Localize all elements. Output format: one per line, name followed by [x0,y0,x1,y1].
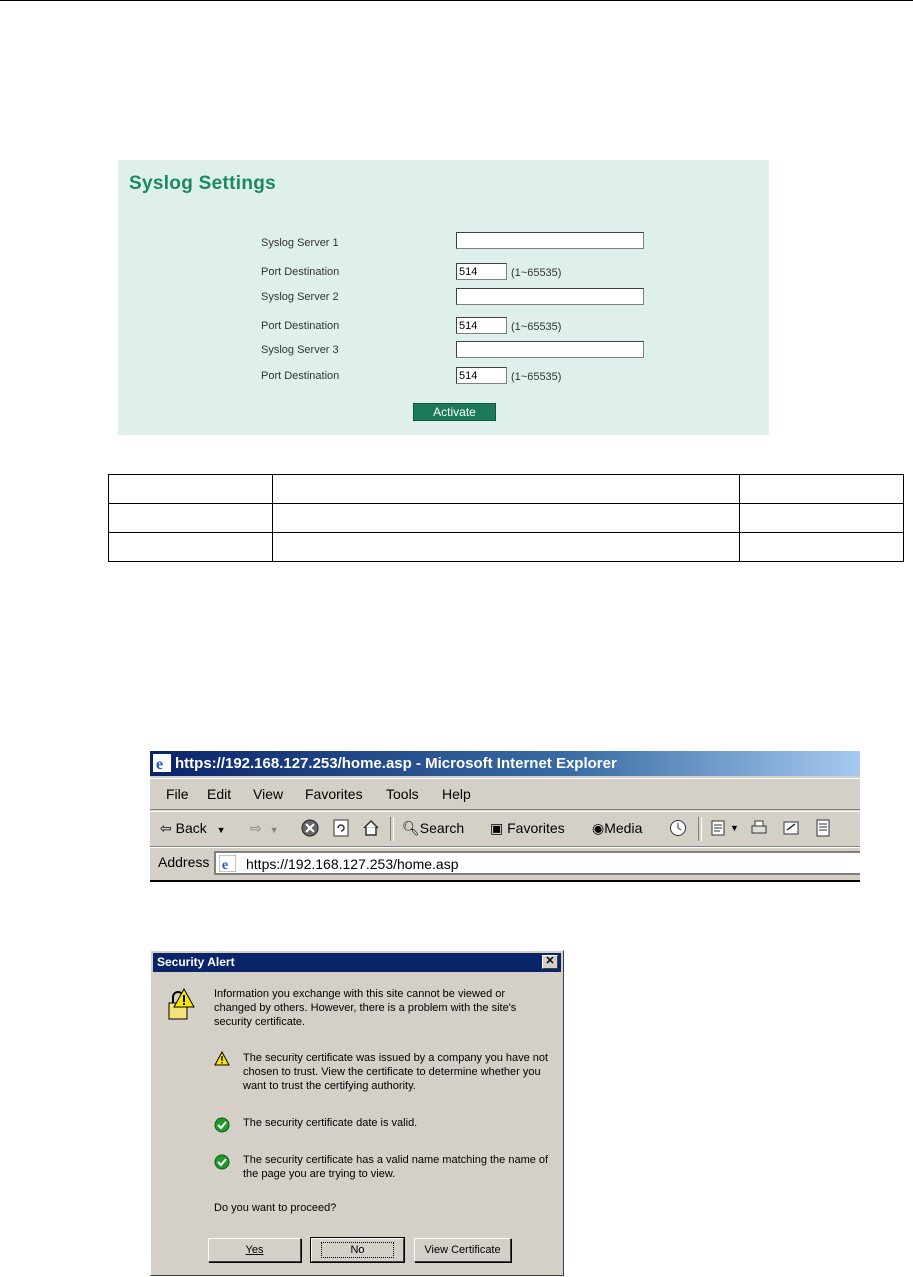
dialog-title-bar [153,953,561,972]
svg-text:e: e [156,756,164,772]
syslog-server-1-label: Syslog Server 1 [261,237,339,249]
proceed-question: Do you want to proceed? [214,1202,337,1214]
address-url: https://192.168.127.253/home.asp [246,856,459,872]
mail-dropdown-icon[interactable]: ▼ [730,823,739,833]
forward-dropdown-icon: ▼ [269,825,279,835]
table-cell [740,475,904,504]
back-arrow-icon: ⇦ [160,820,172,836]
yes-button[interactable] [208,1238,301,1262]
port-destination-3-label: Port Destination [261,370,340,382]
browser-title: https://192.168.127.253/home.asp - Microsoft Internet Explorer [175,755,617,772]
no-button[interactable] [311,1238,404,1262]
history-icon[interactable] [669,819,687,837]
mail-icon[interactable] [710,819,728,837]
toolbar-separator [390,817,394,841]
view-certificate-label: View Certificate [424,1244,501,1256]
table-cell [109,533,273,562]
media-icon: ◉ [592,820,605,836]
discuss-icon[interactable] [814,819,832,837]
table-cell [273,504,740,533]
table-row [109,475,904,504]
menu-edit[interactable]: Edit [207,786,232,802]
page-icon [219,855,236,872]
table-row [109,504,904,533]
browser-window [150,751,860,882]
yes-label: Yes [245,1244,264,1256]
ie-logo-icon [153,754,171,772]
certificate-date-message: The security certificate date is valid. [243,1117,418,1129]
forward-button[interactable] [250,820,279,837]
media-button[interactable] [592,820,642,837]
svg-text:e: e [221,857,229,872]
settings-description-table [108,474,904,562]
back-label: Back [175,820,207,836]
favorites-icon: ▣ [490,820,504,836]
search-label: Search [419,820,465,836]
table-row [109,533,904,562]
forward-arrow-icon: ⇨ [250,820,262,836]
port-destination-1-input[interactable] [456,263,507,280]
back-button[interactable] [160,820,226,837]
certificate-name-message: The security certificate has a valid name matching the name of the page you are trying to view. [243,1154,549,1180]
menu-bar [150,778,860,810]
favorites-label: Favorites [507,820,565,836]
port-destination-1-label: Port Destination [261,266,340,278]
lock-warning-icon [165,987,195,1023]
security-alert-dialog [150,950,564,1276]
port-destination-2-input[interactable] [456,317,507,334]
favorites-button[interactable] [490,820,565,837]
syslog-server-1-input[interactable] [456,232,644,249]
port-range-1-hint: (1~65535) [511,267,562,279]
print-icon[interactable] [750,819,768,837]
table-cell [273,475,740,504]
syslog-server-2-input[interactable] [456,288,644,305]
close-icon: ✕ [545,955,555,967]
menu-file[interactable]: File [166,786,189,802]
check-icon [214,1117,230,1133]
port-destination-2-label: Port Destination [261,320,340,332]
refresh-icon[interactable] [332,819,350,837]
stop-icon[interactable] [301,819,319,837]
menu-view[interactable]: View [253,786,284,802]
home-icon[interactable] [362,819,380,837]
media-label: Media [604,820,643,836]
search-button[interactable] [402,820,464,837]
address-bar [150,847,860,880]
warning-icon [214,1051,230,1066]
address-label: Address [158,854,210,870]
table-cell [273,533,740,562]
back-dropdown-icon[interactable]: ▼ [216,825,226,835]
browser-bottom-border [150,880,860,882]
toolbar [150,811,860,847]
port-range-3-hint: (1~65535) [511,371,562,383]
browser-title-bar [150,751,860,776]
table-cell [740,533,904,562]
table-cell [109,475,273,504]
toolbar-separator [698,817,702,841]
syslog-server-2-label: Syslog Server 2 [261,291,339,303]
table-cell [109,504,273,533]
edit-icon[interactable] [782,819,800,837]
menu-favorites[interactable]: Favorites [305,786,363,802]
table-cell [740,504,904,533]
page-top-rule [0,0,913,1]
syslog-title: Syslog Settings [129,173,277,194]
check-icon [214,1154,230,1170]
syslog-server-3-label: Syslog Server 3 [261,344,339,356]
no-label: No [321,1242,393,1258]
syslog-settings-panel [118,160,769,435]
search-icon: 🔍︎ [402,820,420,836]
menu-help[interactable]: Help [442,786,471,802]
close-button[interactable] [542,955,558,969]
certificate-issuer-message: The security certificate was issued by a company you have not chosen to trust. View the certificate to determine whether you want to trust the certifying authority. [243,1052,549,1092]
activate-button[interactable]: Activate [413,403,496,421]
port-range-2-hint: (1~65535) [511,321,562,333]
syslog-server-3-input[interactable] [456,341,644,358]
address-input[interactable] [214,851,860,875]
dialog-intro-text: Information you exchange with this site cannot be viewed or changed by others. However, there is a problem with the site's security certificate. [214,988,517,1028]
view-certificate-button[interactable] [414,1238,511,1262]
dialog-title: Security Alert [157,955,235,969]
menu-tools[interactable]: Tools [386,786,419,802]
port-destination-3-input[interactable] [456,367,507,384]
